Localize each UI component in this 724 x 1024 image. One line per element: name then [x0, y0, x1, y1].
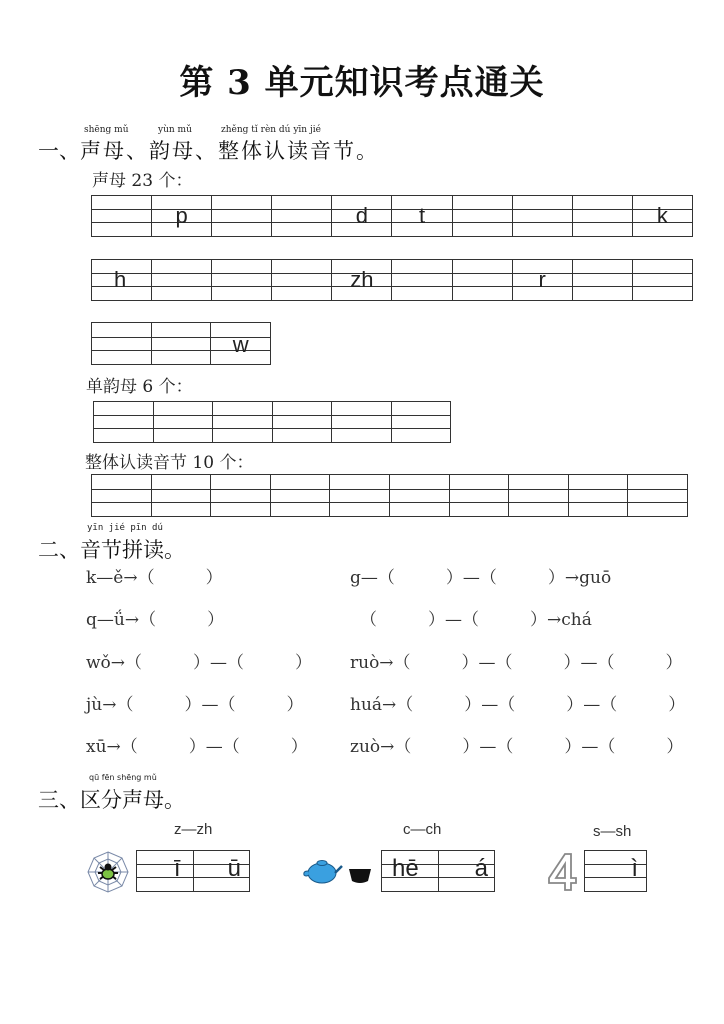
spelling-item[interactable]: ruò→（ ）—（ ）—（ ） — [350, 653, 683, 673]
syllable-cell[interactable] — [390, 475, 450, 516]
page-title: 第 3 单元知识考点通关 — [179, 63, 545, 103]
ch-grid — [381, 850, 495, 892]
initial-cell[interactable] — [573, 260, 633, 300]
spelling-item[interactable]: huá→（ ）—（ ）—（ ） — [350, 695, 686, 715]
sh-grid — [584, 850, 647, 892]
final-cell[interactable] — [213, 402, 273, 442]
final-cell[interactable] — [94, 402, 154, 442]
initial-cell[interactable]: t — [392, 196, 452, 236]
initial-cell[interactable] — [272, 196, 332, 236]
answer-cell[interactable]: ī — [137, 851, 194, 891]
initials-grid-row-3 — [91, 322, 271, 365]
initial-cell[interactable] — [392, 260, 452, 300]
answer-cell[interactable]: ū — [227, 855, 241, 882]
final-cell[interactable] — [154, 402, 214, 442]
section-3-title: 区分声母。 — [80, 788, 185, 812]
initial-cell[interactable]: r — [513, 260, 573, 300]
initial-cell[interactable]: w — [232, 332, 249, 357]
answer-cell[interactable]: ì — [631, 855, 638, 882]
pair-label-c-ch: c—ch — [403, 821, 442, 838]
initial-cell[interactable] — [212, 196, 272, 236]
pinyin-yunmu: yùn mǔ — [158, 125, 192, 135]
initials-grid-row-1 — [91, 195, 693, 237]
teapot-cup-icon — [302, 855, 374, 887]
spelling-item[interactable]: xū→（ ）—（ ） — [86, 737, 308, 757]
single-finals-grid — [93, 401, 451, 443]
initial-cell[interactable] — [453, 196, 513, 236]
single-finals-label: 单韵母 6 个： — [86, 377, 193, 397]
section-1-heading — [38, 135, 379, 165]
syllable-cell[interactable] — [92, 475, 152, 516]
zh-grid — [136, 850, 250, 892]
initial-cell[interactable] — [633, 260, 692, 300]
whole-syllables-label: 整体认读音节 10 个： — [85, 453, 254, 473]
final-cell[interactable] — [273, 402, 333, 442]
answer-cell[interactable]: á — [474, 855, 488, 882]
section-3-number: 三、 — [38, 788, 80, 812]
spelling-item[interactable]: （ ）—（ ）→chá — [360, 610, 592, 630]
spelling-item[interactable]: jù→（ ）—（ ） — [86, 695, 304, 715]
section-2-title: 音节拼读。 — [80, 538, 185, 562]
initial-cell[interactable] — [152, 323, 212, 364]
spelling-item[interactable]: k—ě→（ ） — [86, 568, 223, 588]
initial-cell[interactable]: zh — [332, 260, 392, 300]
syllable-cell[interactable] — [450, 475, 510, 516]
syllable-cell[interactable] — [509, 475, 569, 516]
syllable-cell[interactable] — [569, 475, 629, 516]
initial-cell[interactable] — [212, 260, 272, 300]
answer-cell[interactable]: hē — [382, 851, 439, 891]
section-2-number: 二、 — [38, 538, 80, 562]
pinyin-zhengti: zhěng tǐ rèn dú yīn jié — [221, 125, 321, 135]
initial-cell[interactable]: h — [92, 260, 152, 300]
initial-cell[interactable] — [453, 260, 513, 300]
spelling-item[interactable]: wǒ→（ ）—（ ） — [86, 653, 313, 673]
initial-cell[interactable] — [92, 196, 152, 236]
syllable-cell[interactable] — [330, 475, 390, 516]
initial-cell[interactable] — [573, 196, 633, 236]
section-1-number: 一、 — [38, 139, 80, 163]
initial-cell[interactable] — [152, 260, 212, 300]
initials-label: 声母 23 个： — [92, 171, 193, 191]
section-3-heading — [38, 784, 185, 814]
section-2-heading — [38, 534, 185, 564]
syllable-cell[interactable] — [628, 475, 687, 516]
initial-cell[interactable] — [92, 323, 152, 364]
initial-cell[interactable] — [272, 260, 332, 300]
initial-cell[interactable]: d — [332, 196, 392, 236]
syllable-cell[interactable] — [271, 475, 331, 516]
syllable-cell[interactable] — [152, 475, 212, 516]
spelling-item[interactable]: zuò→（ ）—（ ）—（ ） — [350, 737, 684, 757]
spelling-item[interactable]: g—（ ）—（ ）→guō — [350, 568, 612, 588]
pinyin-shengmu: shēng mǔ — [84, 125, 129, 135]
initial-cell[interactable]: k — [656, 203, 668, 228]
syllable-cell[interactable] — [211, 475, 271, 516]
initial-cell[interactable] — [513, 196, 573, 236]
spider-icon — [86, 850, 130, 894]
final-cell[interactable] — [392, 402, 451, 442]
number-four-icon — [545, 852, 579, 892]
whole-syllables-grid — [91, 474, 688, 517]
pair-label-s-sh: s—sh — [593, 823, 632, 840]
spelling-item[interactable]: q—ǘ→（ ） — [86, 610, 225, 630]
initial-cell[interactable]: p — [152, 196, 212, 236]
section-2-pinyin: yīn jié pīn dú — [87, 523, 163, 533]
initials-grid-row-2 — [91, 259, 693, 301]
pair-label-z-zh: z—zh — [174, 821, 213, 838]
section-1-title: 声母、韵母、整体认读音节。 — [80, 139, 379, 163]
final-cell[interactable] — [332, 402, 392, 442]
section-3-pinyin: qū fēn shēng mǔ — [89, 773, 157, 782]
